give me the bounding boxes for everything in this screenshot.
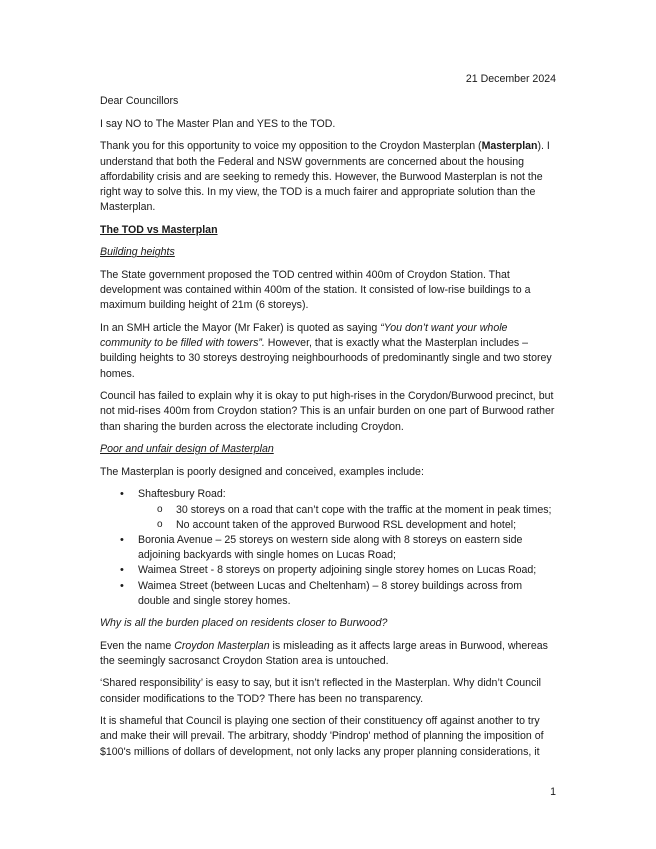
list-item: • Waimea Street - 8 storeys on property adjoining single storey homes on Lucas Road; [138,563,556,578]
letter-body [100,72,556,767]
burden-paragraph-3: It is shameful that Council is playing one section of their constituency off against another to try and make their will prevail. The arbitrary, shoddy 'Pindrop' method of planning the imposition of $100's millions of dollars of development, not only lacks any proper planning considerations, it [100,715,544,758]
page-number: 1 [550,786,556,798]
sub-list [138,503,556,533]
letter-date: 21 December 2024 [465,73,556,85]
examples-list [100,487,556,609]
sub-list-item: o 30 storeys on a road that can’t cope with the traffic at the moment in peak times; [176,503,556,518]
poor-design-heading: Poor and unfair design of Masterplan [100,443,274,456]
list-item [138,487,556,533]
croydon-masterplan-term: Croydon Masterplan [174,639,270,652]
intro-text-end: ). I understand that both the Federal and NSW governments are concerned about the housing affordability crisis and are seeking to remedy this. However, the Burwood Masterplan is not the right way to solve this. In my view, the TOD is a much fairer and appropriate solution than the Masterplan. [100,140,550,214]
burden-paragraph-1 [100,639,556,669]
building-heights-paragraph-3: Council has failed to explain why it is okay to put high-rises in the Corydon/Burwood precinct, but not mid-rises 400m from Croydon station? This is an unfair burden on one part of Burwood rather than sharing the burden across the electorate including Croydon. [100,390,555,433]
mayor-quote-lead: In an SMH article the Mayor (Mr Faker) is quoted as saying [100,321,381,334]
burden-paragraph-2: ‘Shared responsibility’ is easy to say, but it isn’t reflected in the Masterplan. Why didn’t Council consider modifications to the TOD? There has been no transparency. [100,677,542,705]
building-heights-paragraph-2 [100,321,556,382]
burden-text-start: Even the name [100,639,175,652]
list-item: • Boronia Avenue – 25 storeys on western side along with 8 storeys on eastern side adjoining backyards with single homes on Lucas Road; [138,533,556,563]
intro-paragraph [100,139,556,215]
masterplan-bold-term: Masterplan [481,140,538,153]
burden-text-end: is misleading as it affects large areas in Burwood, whereas the seemingly sacrosanct Croydon Station area is untouched. [100,639,548,667]
building-heights-paragraph-1: The State government proposed the TOD centred within 400m of Croydon Station. That development was contained within 400m of the station. It consisted of low-rise buildings to a maximum building height of 21m (6 storeys). [100,268,531,312]
mayor-quote-followup: However, that is exactly what the Masterplan includes – building heights to 30 storeys destroying neighbourhoods of predominantly single and two storey homes. [100,337,552,380]
poor-design-intro: The Masterplan is poorly designed and conceived, examples include: [100,465,424,478]
salutation: Dear Councillors [100,95,179,108]
intro-text-start: Thank you for this opportunity to voice my opposition to the Croydon Masterplan ( [100,140,482,153]
building-heights-heading: Building heights [100,246,175,259]
section-heading: The TOD vs Masterplan [100,223,218,236]
list-item-text: Shaftesbury Road: [138,488,226,501]
opening-statement: I say NO to The Master Plan and YES to the TOD. [100,117,336,130]
burden-question: Why is all the burden placed on residents closer to Burwood? [100,617,388,629]
sub-list-item: o No account taken of the approved Burwood RSL development and hotel; [176,518,556,533]
list-item: • Waimea Street (between Lucas and Cheltenham) – 8 storey buildings across from double and single storey homes. [138,579,556,609]
mayor-quote: “You don’t want your whole community to be filled with towers”. [100,321,508,350]
